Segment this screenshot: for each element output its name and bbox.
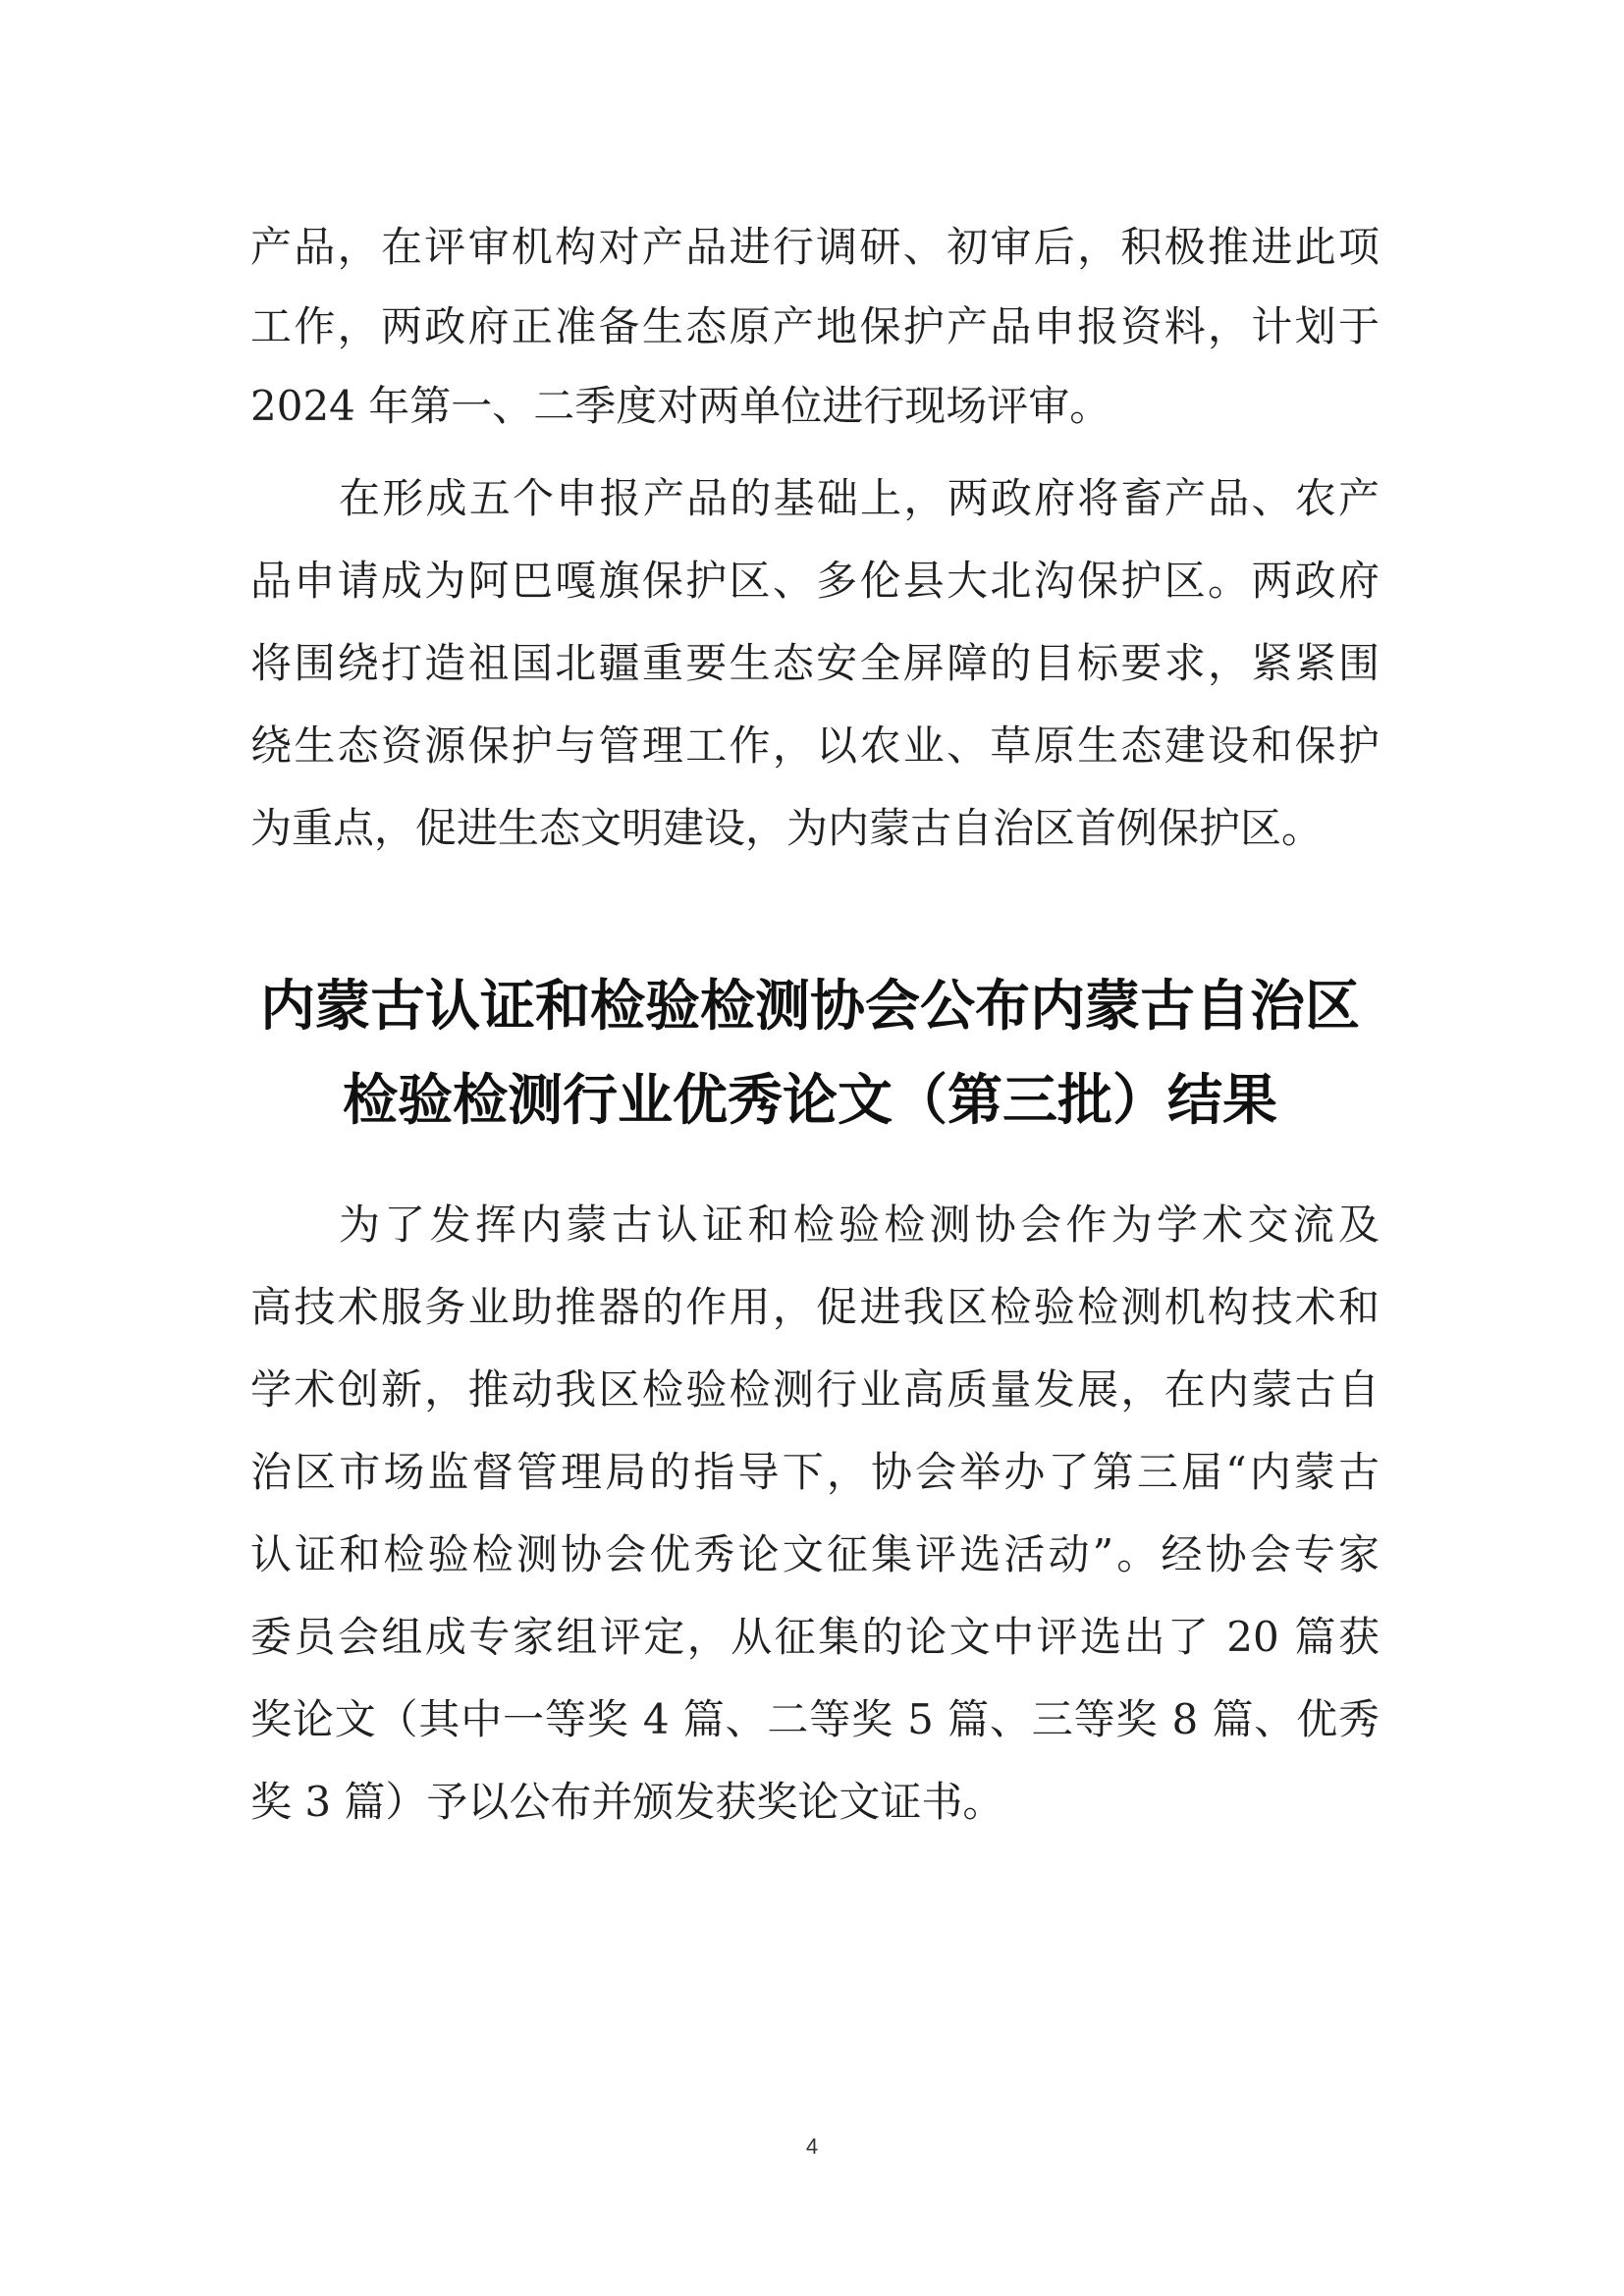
paragraph-line: 委员会组成专家组评定，从征集的论文中评选出了 20 篇获 <box>250 1613 1380 1661</box>
paragraph-line: 学术创新，推动我区检验检测行业高质量发展，在内蒙古自 <box>250 1365 1380 1414</box>
paragraph-line: 为了发挥内蒙古认证和检验检测协会作为学术交流及 <box>339 1201 1380 1249</box>
paragraph-line: 奖 3 篇）予以公布并颁发获奖论文证书。 <box>250 1778 1004 1826</box>
paragraph-line: 工作，两政府正准备生态原产地保护产品申报资料，计划于 <box>250 302 1380 350</box>
paragraph-line: 为重点，促进生态文明建设，为内蒙古自治区首例保护区。 <box>250 804 1324 852</box>
paragraph-line: 将围绕打造祖国北疆重要生态安全屏障的目标要求，紧紧围 <box>250 639 1380 687</box>
paragraph-line: 在形成五个申报产品的基础上，两政府将畜产品、农产 <box>339 474 1380 522</box>
paragraph-line: 品申请成为阿巴嘎旗保护区、多伦县大北沟保护区。两政府 <box>250 557 1380 605</box>
paragraph-line: 奖论文（其中一等奖 4 篇、二等奖 5 篇、三等奖 8 篇、优秀 <box>250 1695 1380 1743</box>
heading-line: 内蒙古认证和检验检测协会公布内蒙古自治区 <box>260 975 1360 1039</box>
paragraph-line: 高技术服务业助推器的作用，促进我区检验检测机构技术和 <box>250 1283 1380 1331</box>
heading-line: 检验检测行业优秀论文（第三批）结果 <box>343 1069 1277 1133</box>
paragraph-line: 绕生态资源保护与管理工作，以农业、草原生态建设和保护 <box>250 721 1380 770</box>
page-number: 4 <box>805 2134 819 2159</box>
paragraph-line: 产品，在评审机构对产品进行调研、初审后，积极推进此项 <box>250 223 1380 271</box>
paragraph-line: 治区市场监督管理局的指导下，协会举办了第三届“内蒙古 <box>250 1448 1380 1496</box>
paragraph-line: 2024 年第一、二季度对两单位进行现场评审。 <box>250 382 1111 430</box>
paragraph-line: 认证和检验检测协会优秀论文征集评选活动”。经协会专家 <box>250 1530 1380 1578</box>
